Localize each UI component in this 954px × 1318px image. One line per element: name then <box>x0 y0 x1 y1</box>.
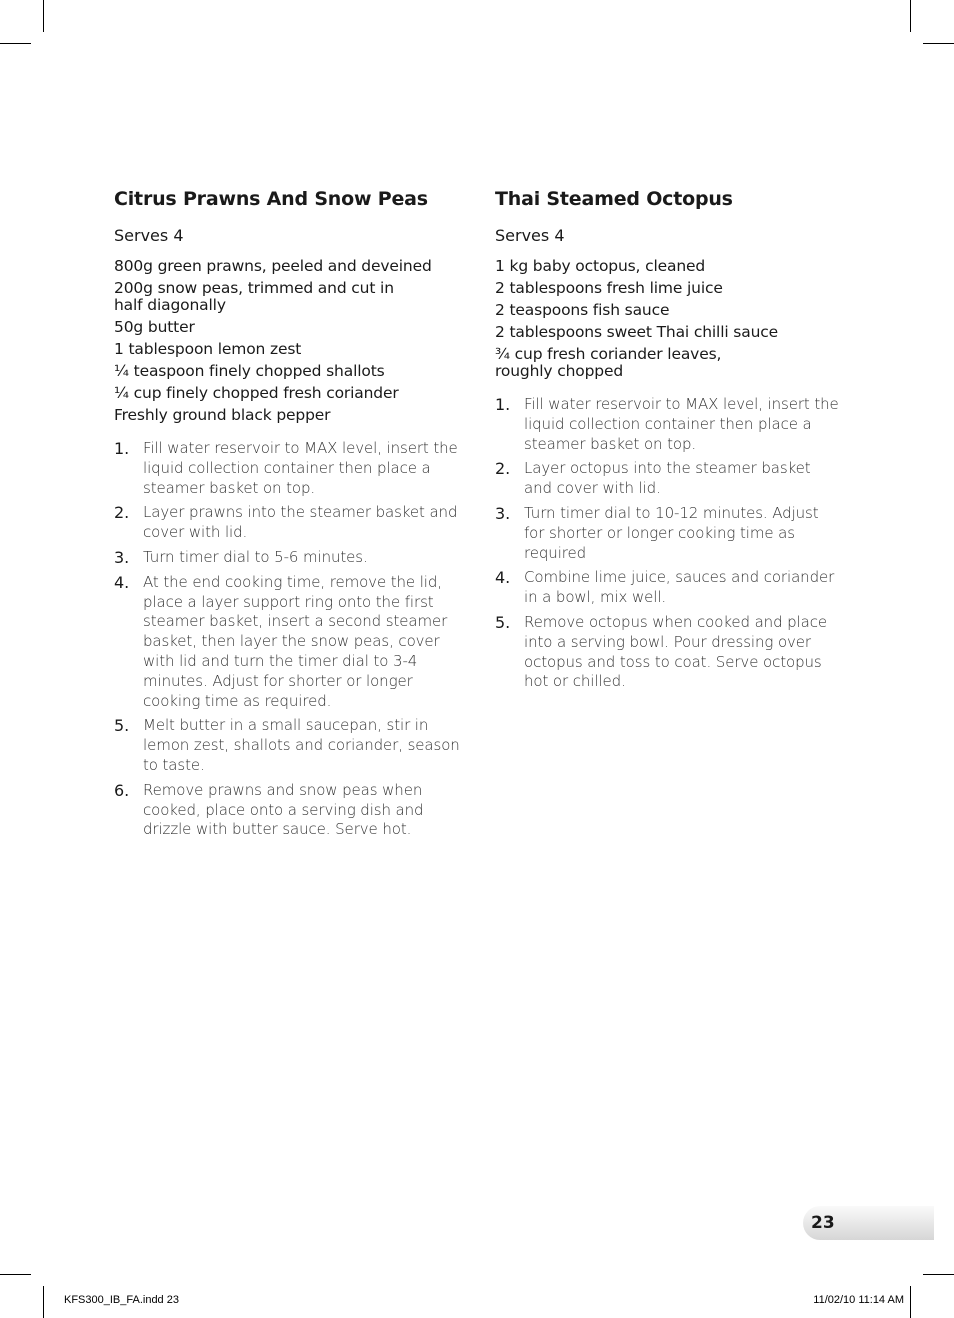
crop-mark-top-left-horizontal <box>0 43 31 44</box>
step-number: 1. <box>114 439 130 458</box>
recipe-title: Thai Steamed Octopus <box>495 188 733 210</box>
step-number: 4. <box>495 568 511 588</box>
ingredient-list <box>114 258 460 423</box>
ingredient-item: 2 teaspoons fish sauce <box>495 301 670 319</box>
method-step <box>114 781 460 840</box>
crop-mark-top-left-vertical <box>43 0 44 32</box>
ingredient-item: ¼ cup finely chopped fresh coriander <box>114 383 399 402</box>
ingredient-item: 1 tablespoon lemon zest <box>114 339 302 358</box>
method-steps <box>114 439 460 840</box>
step-text: Remove prawns and snow peas when cooked, place onto a serving dish and drizzle with butter sauce. Serve hot. <box>143 780 424 839</box>
step-number: 6. <box>114 780 130 800</box>
step-number: 1. <box>495 395 511 414</box>
method-step <box>114 573 460 712</box>
recipe-thai-octopus <box>495 186 841 697</box>
step-text: Turn timer dial to 10-12 minutes. Adjust for shorter or longer cooking time as required <box>524 503 819 562</box>
method-step <box>495 568 841 608</box>
step-number: 2. <box>114 503 130 523</box>
step-number: 3. <box>114 547 130 567</box>
step-text: Layer prawns into the steamer basket and cover with lid. <box>143 503 458 542</box>
ingredient-item: 2 tablespoons sweet Thai chilli sauce <box>495 323 779 341</box>
step-number: 5. <box>114 716 130 736</box>
recipe-citrus-prawns <box>114 186 460 845</box>
footer-timestamp: 11/02/10 11:14 AM <box>813 1294 904 1306</box>
step-text: Melt butter in a small saucepan, stir in lemon zest, shallots and coriander, season to taste. <box>143 716 460 774</box>
crop-mark-bottom-right-vertical <box>910 1286 911 1318</box>
ingredient-item: ¼ teaspoon finely chopped shallots <box>114 361 385 380</box>
method-step <box>114 716 460 775</box>
step-text: At the end cooking time, remove the lid, place a layer support ring onto the first steamer basket, insert a second steamer basket, then layer the snow peas, cover with lid and turn the timer dial to 3-4 minutes. Adjust for shorter or longer cooking time as required. <box>143 572 448 710</box>
crop-mark-bottom-right-horizontal <box>923 1274 954 1275</box>
serves-label: Serves 4 <box>114 226 184 245</box>
method-step <box>495 395 841 454</box>
footer-filename: KFS300_IB_FA.indd 23 <box>64 1294 179 1306</box>
step-number: 3. <box>495 503 511 523</box>
recipe-title: Citrus Prawns And Snow Peas <box>114 188 428 210</box>
page-number: 23 <box>811 1213 835 1233</box>
step-text: Fill water reservoir to MAX level, insert the liquid collection container then place a steamer basket on top. <box>524 395 839 453</box>
crop-mark-top-right-horizontal <box>923 43 954 44</box>
step-text: Combine lime juice, sauces and coriander in a bowl, mix well. <box>524 568 835 607</box>
ingredient-item: 2 tablespoons fresh lime juice <box>495 279 723 297</box>
step-number: 2. <box>495 459 511 479</box>
serves-label: Serves 4 <box>495 226 565 245</box>
method-steps <box>495 395 841 692</box>
crop-mark-bottom-left-vertical <box>43 1286 44 1318</box>
ingredient-list <box>495 258 841 379</box>
step-text: Fill water reservoir to MAX level, insert the liquid collection container then place a steamer basket on top. <box>143 439 458 497</box>
method-step <box>114 439 460 498</box>
step-number: 4. <box>114 572 130 592</box>
ingredient-item: 800g green prawns, peeled and deveined <box>114 257 432 275</box>
step-number: 5. <box>495 612 511 632</box>
method-step <box>495 613 841 692</box>
crop-mark-top-right-vertical <box>910 0 911 32</box>
step-text: Remove octopus when cooked and place into a serving bowl. Pour dressing over octopus and toss to coat. Serve octopus hot or chilled. <box>524 612 828 691</box>
method-step <box>114 503 460 543</box>
ingredient-item: 50g butter <box>114 317 195 336</box>
ingredient-item: 1 kg baby octopus, cleaned <box>495 257 706 275</box>
crop-mark-bottom-left-horizontal <box>0 1274 31 1275</box>
method-step <box>495 459 841 499</box>
ingredient-item: Freshly ground black pepper <box>114 405 331 424</box>
ingredient-item: 200g snow peas, trimmed and cut in half diagonally <box>114 279 394 314</box>
ingredient-item: ¾ cup fresh coriander leaves, roughly chopped <box>495 345 722 380</box>
step-text: Layer octopus into the steamer basket and cover with lid. <box>524 459 811 498</box>
step-text: Turn timer dial to 5-6 minutes. <box>143 547 368 566</box>
method-step <box>114 548 460 568</box>
method-step <box>495 504 841 563</box>
